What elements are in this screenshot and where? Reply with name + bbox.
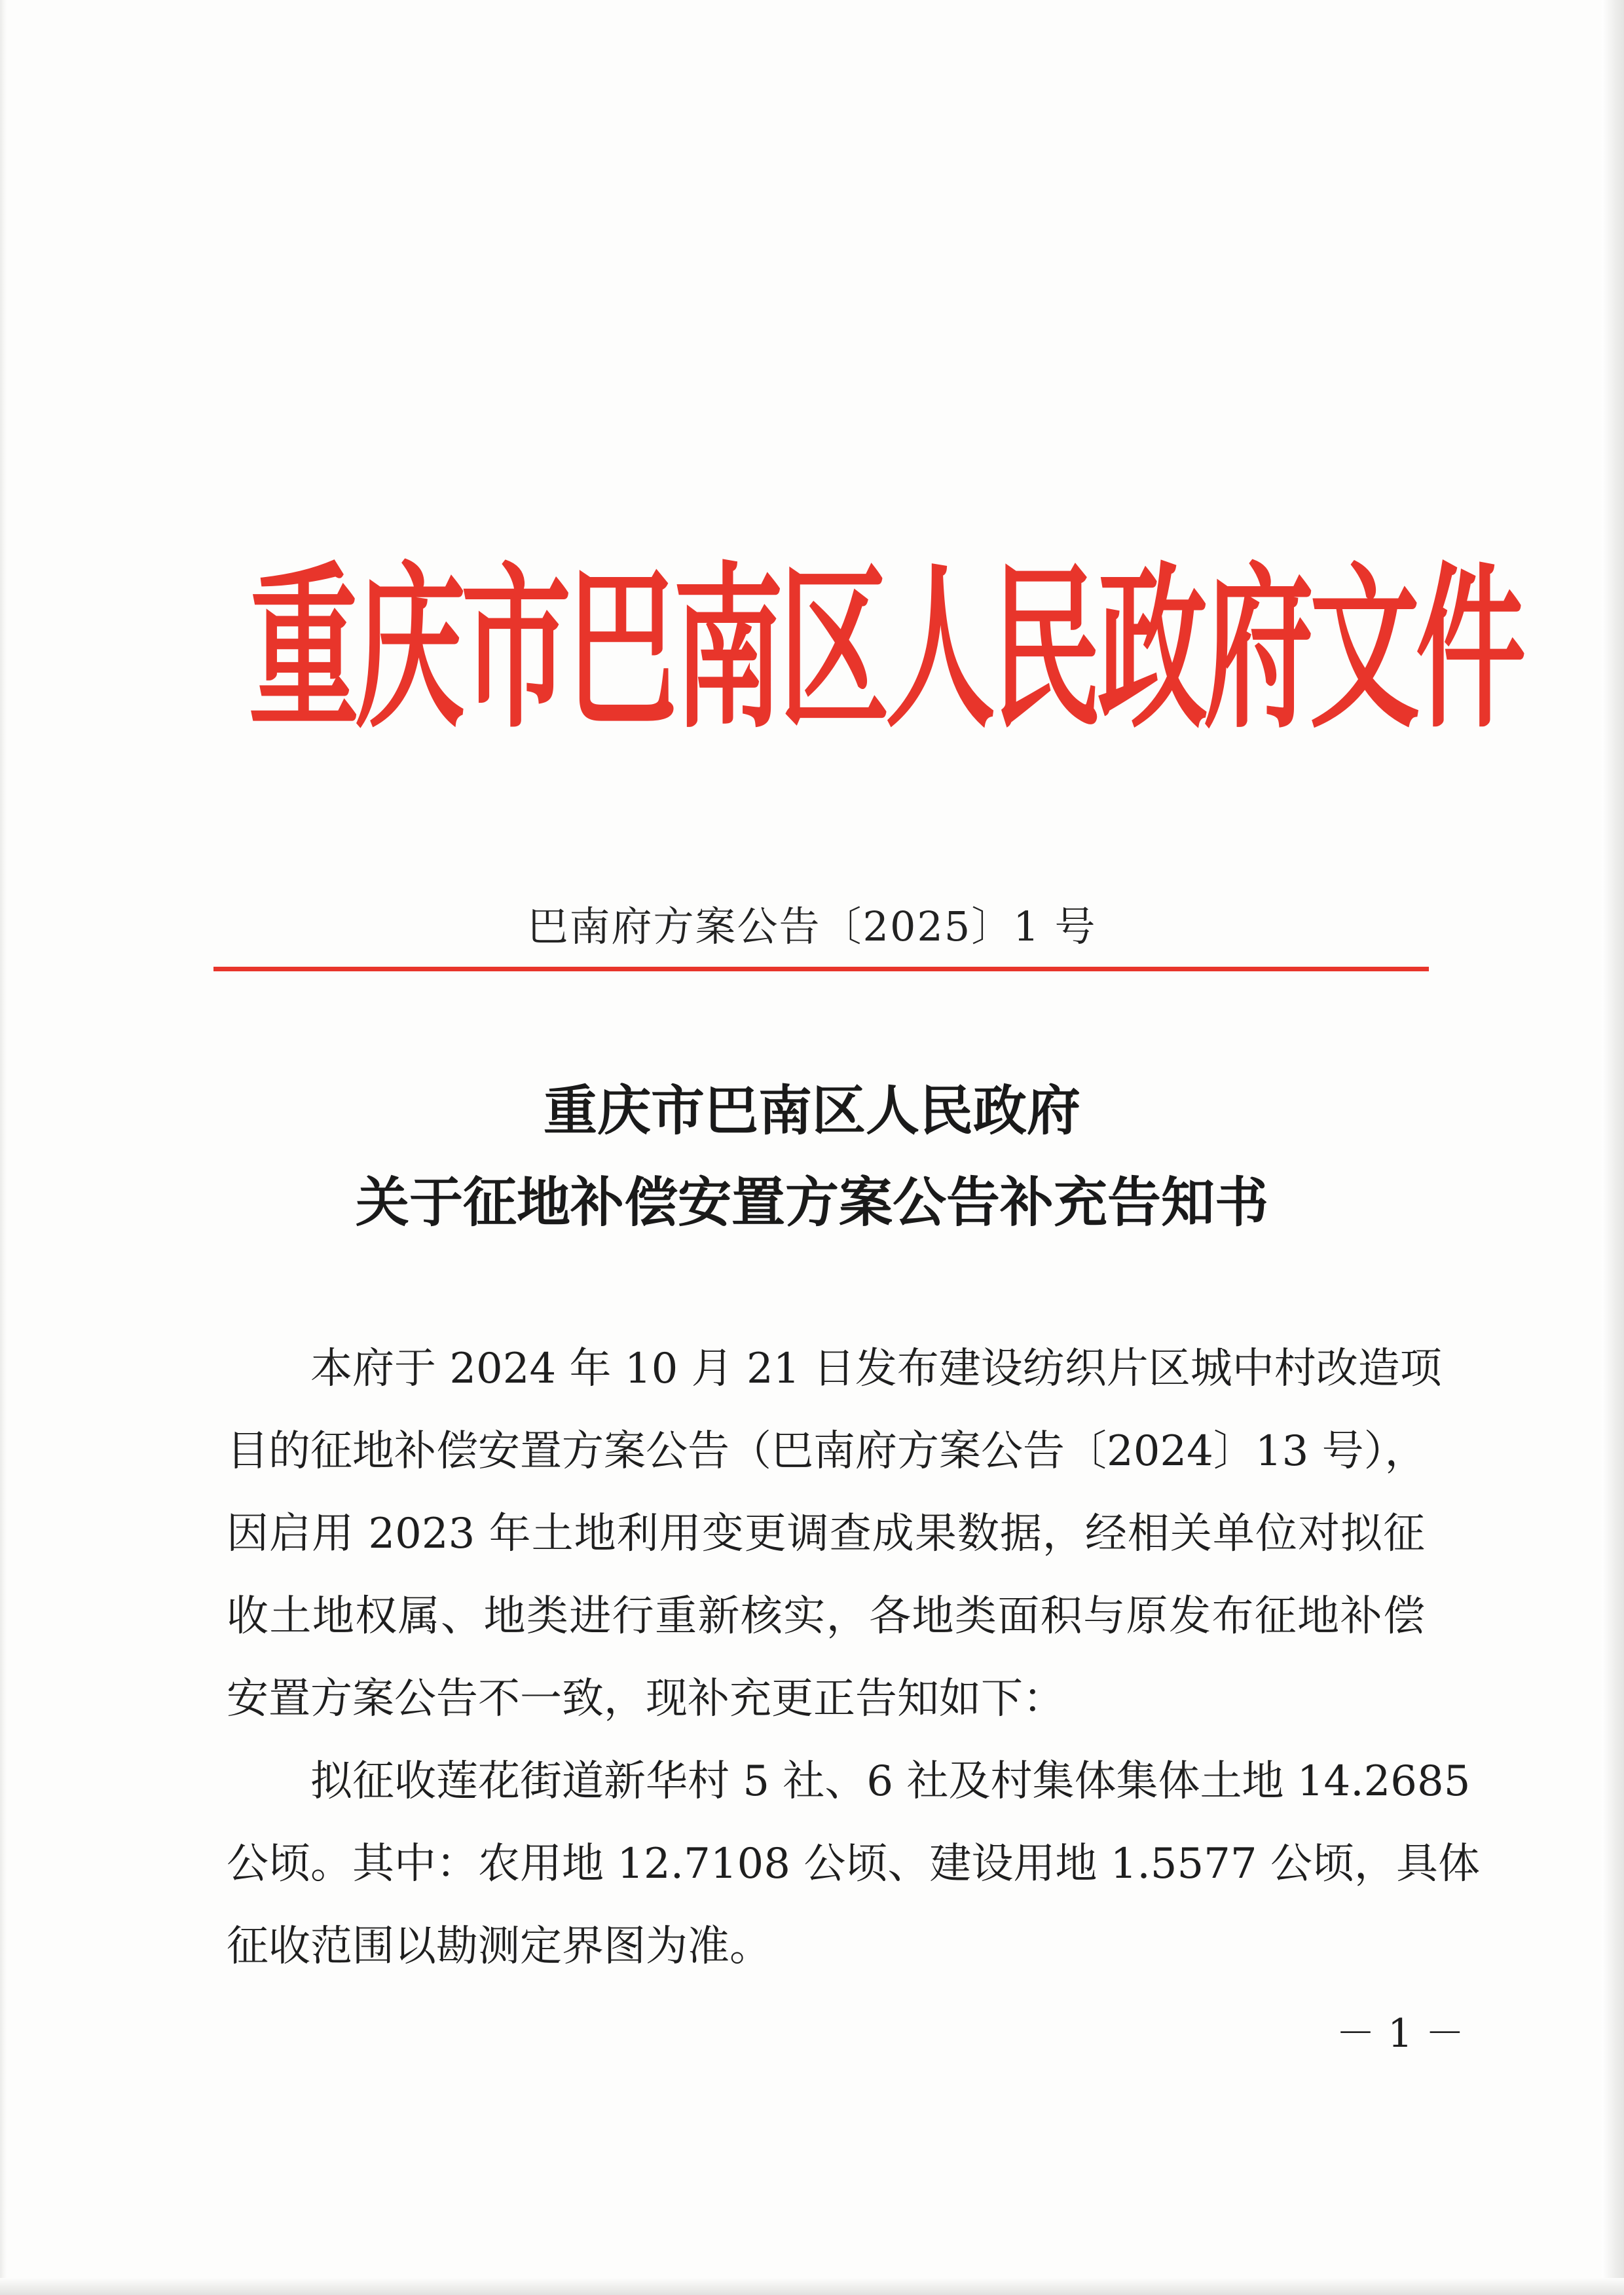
paragraph-2-line-2: 公顷。其中：农用地 12.7108 公顷、建设用地 1.5577 公顷，具体 [227, 1840, 1480, 1888]
paragraph-1-line-1: 本府于 2024 年 10 月 21 日发布建设纺织片区城中村改造项 [310, 1345, 1442, 1393]
document-number: 巴南府方案公告〔2025〕1 号 [527, 903, 1097, 950]
paragraph-1-line-4: 收土地权属、地类进行重新核实，各地类面积与原发布征地补偿 [227, 1592, 1425, 1641]
scan-bottom-edge [0, 2278, 1624, 2295]
paragraph-1-line-5: 安置方案公告不一致，现补充更正告知如下： [227, 1675, 1065, 1723]
masthead-title: 重庆市巴南区人民政府文件 [249, 544, 1522, 753]
page-number: － 1 － [1336, 2011, 1465, 2057]
paragraph-1-line-2: 目的征地补偿安置方案公告（巴南府方案公告〔2024〕13 号）， [227, 1427, 1427, 1476]
red-divider-rule [213, 967, 1429, 971]
document-title-line-2: 关于征地补偿安置方案公告补充告知书 [355, 1171, 1268, 1234]
paragraph-1-line-3: 因启用 2023 年土地利用变更调查成果数据，经相关单位对拟征 [227, 1510, 1425, 1558]
paragraph-2-line-3: 征收范围以勘测定界图为准。 [227, 1922, 771, 1971]
paragraph-2-line-1: 拟征收莲花街道新华村 5 社、6 社及村集体集体土地 14.2685 [310, 1757, 1471, 1806]
document-title-line-1: 重庆市巴南区人民政府 [543, 1079, 1080, 1142]
